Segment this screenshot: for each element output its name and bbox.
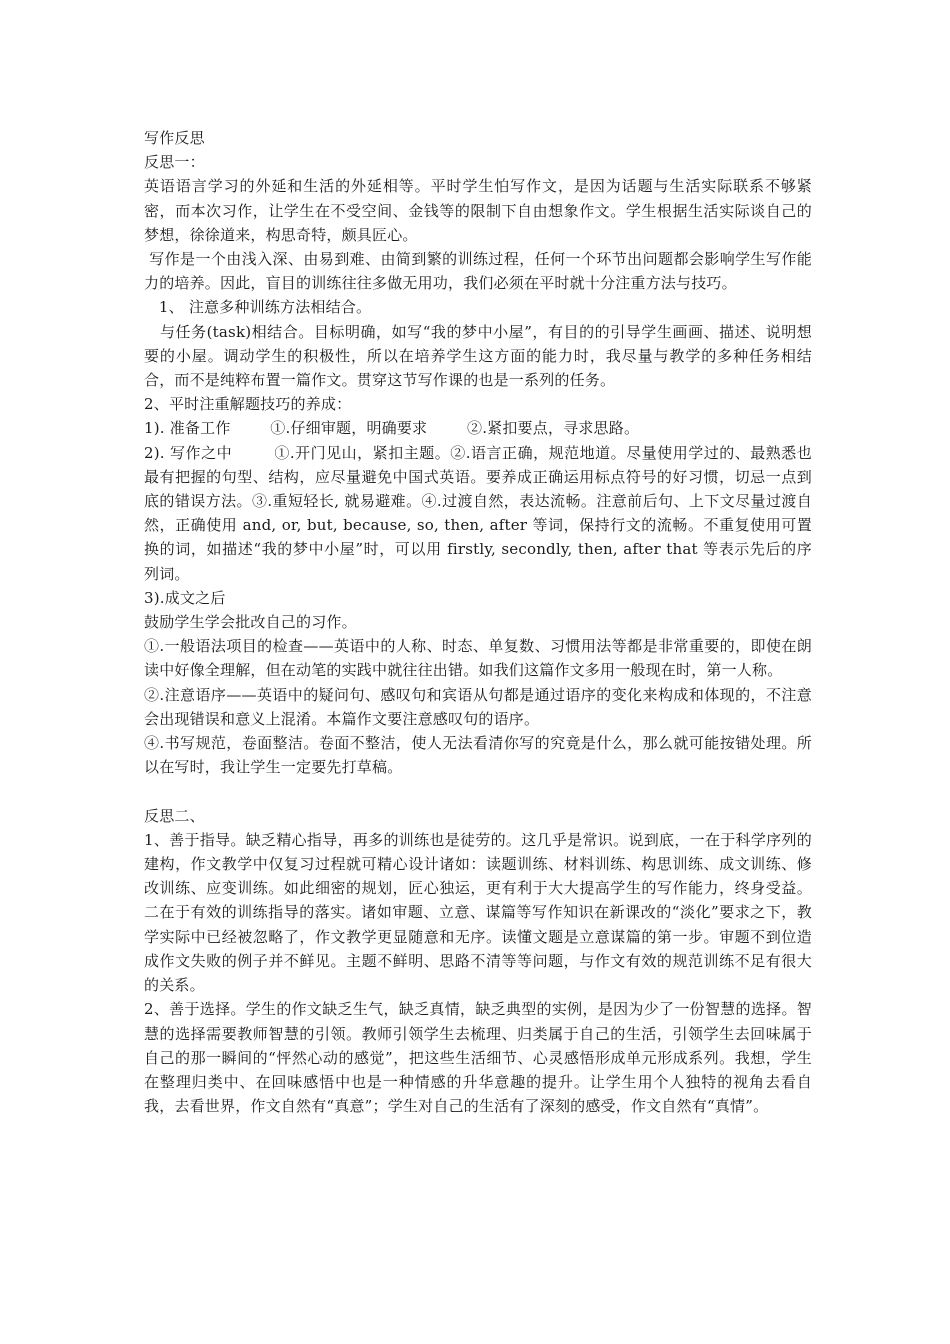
document-body xyxy=(144,126,812,1118)
section-heading-1: 反思一： xyxy=(144,153,205,172)
section-heading-2: 反思二、 xyxy=(144,806,205,825)
list-item: 3).成文之后 xyxy=(144,588,226,607)
list-item: 2). 写作之中 ①.开门见山，紧扣主题。②.语言正确，规范地道。尽量使用学过的、最熟悉也最有把握的句型、结构，应尽量避免中国式英语。要养成正确运用标点符号的好习惯，切忌一点到底的错误方法。③.重短轻长, 就易避难。④.过渡自然，表达流畅。注意前后句、上下文尽量过渡自然，正确使用 and, or, but, because, so, then, after 等词，保持行文的流畅。不重复使用可置换的词，如描述“我的梦中小屋”时，可以用 firstly, secondly, then, after that 等表示先后的序列词。 xyxy=(144,443,812,583)
paragraph: 鼓励学生学会批改自己的习作。 xyxy=(144,613,357,632)
paragraph: 英语语言学习的外延和生活的外延相等。平时学生怕写作文，是因为话题与生活实际联系不够紧密，而本次习作，让学生在不受空间、金钱等的限制下自由想象作文。学生根据生活实际谈自己的梦想，徐徐道来，构思奇特，颇具匠心。 xyxy=(144,177,812,244)
blank-line xyxy=(144,779,812,803)
document-title: 写作反思 xyxy=(144,129,205,147)
paragraph: ①.一般语法项目的检查——英语中的人称、时态、单复数、习惯用法等都是非常重要的，即使在朗读中好像全理解，但在动笔的实践中就往往出错。如我们这篇作文多用一般现在时，第一人称。 xyxy=(144,637,812,680)
paragraph: ④.书写规范，卷面整洁。卷面不整洁，使人无法看清你写的究竟是什么，那么就可能按错处理。所以在写时，我让学生一定要先打草稿。 xyxy=(144,734,812,777)
paragraph: ②.注意语序——英语中的疑问句、感叹句和宾语从句都是通过语序的变化来构成和体现的，不注意会出现错误和意义上混淆。本篇作文要注意感叹句的语序。 xyxy=(144,685,812,728)
list-item: 1). 准备工作 ①.仔细审题，明确要求 ②.紧扣要点，寻求思路。 xyxy=(144,419,640,438)
paragraph: 1、善于指导。缺乏精心指导，再多的训练也是徒劳的。这几乎是常识。说到底，一在于科学序列的建构，作文教学中仅复习过程就可精心设计诸如：读题训练、材料训练、构思训练、成文训练、修改训练、应变训练。如此细密的规划，匠心独运，更有利于大大提高学生的写作能力，终身受益。二在于有效的训练指导的落实。诸如审题、立意、谋篇等写作知识在新课改的“淡化”要求之下，教学实际中已经被忽略了，作文教学更显随意和无序。读懂文题是立意谋篇的第一步。审题不到位造成作文失败的例子并不鲜见。主题不鲜明、思路不清等等问题，与作文有效的规范训练不足有很大的关系。 xyxy=(144,830,812,995)
list-item: 2、平时注重解题技巧的养成： xyxy=(144,395,352,414)
list-item: 1、 注意多种训练方法相结合。 xyxy=(144,298,372,317)
paragraph: 写作是一个由浅入深、由易到难、由简到繁的训练过程，任何一个环节出问题都会影响学生写作能力的培养。因此，盲目的训练往往多做无用功，我们必须在平时就十分注重方法与技巧。 xyxy=(144,250,812,293)
paragraph: 与任务(task)相结合。目标明确，如写“我的梦中小屋”，有目的的引导学生画画、描述、说明想要的小屋。调动学生的积极性，所以在培养学生这方面的能力时，我尽量与教学的多种任务相结合，而不是纯粹布置一篇作文。贯穿这节写作课的也是一系列的任务。 xyxy=(144,322,812,390)
paragraph: 2、善于选择。学生的作文缺乏生气，缺乏真情，缺乏典型的实例，是因为少了一份智慧的选择。智慧的选择需要教师智慧的引领。教师引领学生去梳理、归类属于自己的生活，引领学生去回味属于自己的那一瞬间的“怦然心动的感觉”，把这些生活细节、心灵感悟形成单元形成系列。我想，学生在整理归类中、在回味感悟中也是一种情感的升华意趣的提升。让学生用个人独特的视角去看自我，去看世界，作文自然有“真意”；学生对自己的生活有了深刻的感受，作文自然有“真情”。 xyxy=(144,1000,812,1116)
